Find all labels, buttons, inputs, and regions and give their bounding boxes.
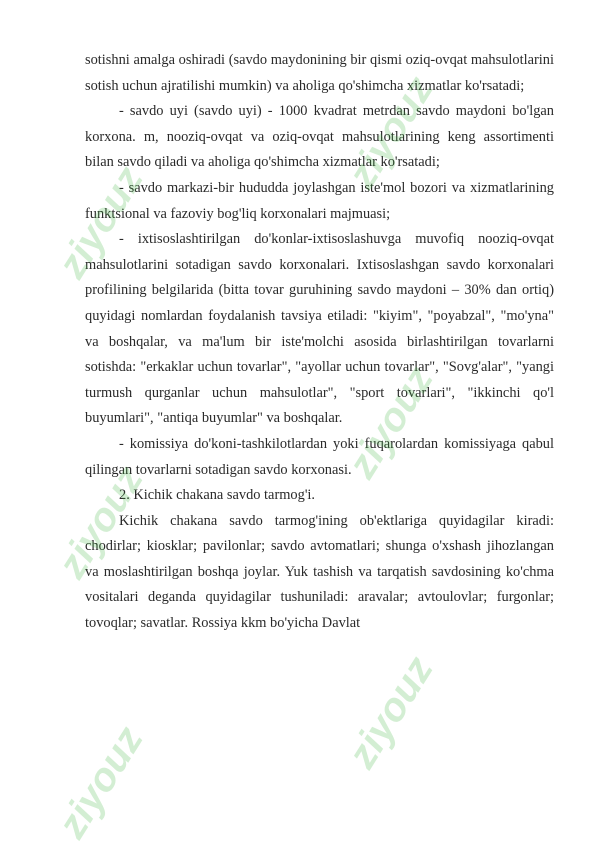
watermark: ziyouz	[49, 718, 152, 846]
watermark: ziyouz	[339, 648, 442, 776]
watermark: ziyouz	[49, 158, 152, 286]
watermark: ziyouz	[339, 68, 442, 196]
paragraph: - komissiya do'koni-tashkilotlardan yoki fuqarolardan komissiyaga qabul qilingan tovarlarni sotadigan savdo korxonasi.	[85, 435, 554, 478]
paragraph: sotishni amalga oshiradi (savdo maydonining bir qismi oziq-ovqat mahsulotlarini sotish uchun ajratilishi mumkin) va aholiga qo'shimcha xizmatlar ko'rsatadi;	[85, 52, 554, 94]
paragraph: - savdo uyi (savdo uyi) - 1000 kvadrat metrdan savdo maydoni bo'lgan korxona. m, nooziq-ovqat va oziq-ovqat mahsulotlarining keng assortimenti bilan savdo qiladi va aholiga qo'shimcha xizmatlar ko'rsatadi;	[85, 103, 554, 171]
body-text	[85, 48, 554, 637]
paragraph: - ixtisoslashtirilgan do'konlar-ixtisoslashuvga muvofiq nooziq-ovqat mahsulotlarini sotadigan savdo korxonalari. Ixtisoslashgan savdo korxonalari profilining belgilarida (bitta tovar guruhining savdo maydoni – 30% dan ortiq) quyidagi nomlardan foydalanish tavsiya etiladi: "kiyim", "poyabzal", "mo'yna" va boshqalar, va ma'lum bir iste'molchi asosida birlashtirilgan tovarlarni sotishda: "erkaklar uchun tovarlar", "ayollar uchun tovarlar", "Sovg'alar", "yangi turmush qurganlar uchun mahsulotlar", "sport tovarlari", "ikkinchi qo'l buyumlari", "antiqa buyumlar" va boshqalar.	[85, 231, 554, 427]
watermark: ziyouz	[49, 458, 152, 586]
watermark: ziyouz	[339, 358, 442, 486]
section-heading: 2. Kichik chakana savdo tarmog'i.	[119, 487, 316, 504]
paragraph: - savdo markazi-bir hududda joylashgan iste'mol bozori va xizmatlarining funktsional va fazoviy bog'liq korxonalari majmuasi;	[85, 179, 554, 222]
paragraph: Kichik chakana savdo tarmog'ining ob'ektlariga quyidagilar kiradi: chodirlar; kiosklar; pavilonlar; savdo avtomatlari; shunga o'xshash jihozlangan va moslashtirilgan boshqa joylar. Yuk tashish va tarqatish savdosining ko'chma vositalari deganda quyidagilar tushuniladi: aravalar; avtoulovlar; furgonlar; tovoqlar; savatlar. Rossiya kkm bo'yicha Davlat	[85, 512, 554, 632]
